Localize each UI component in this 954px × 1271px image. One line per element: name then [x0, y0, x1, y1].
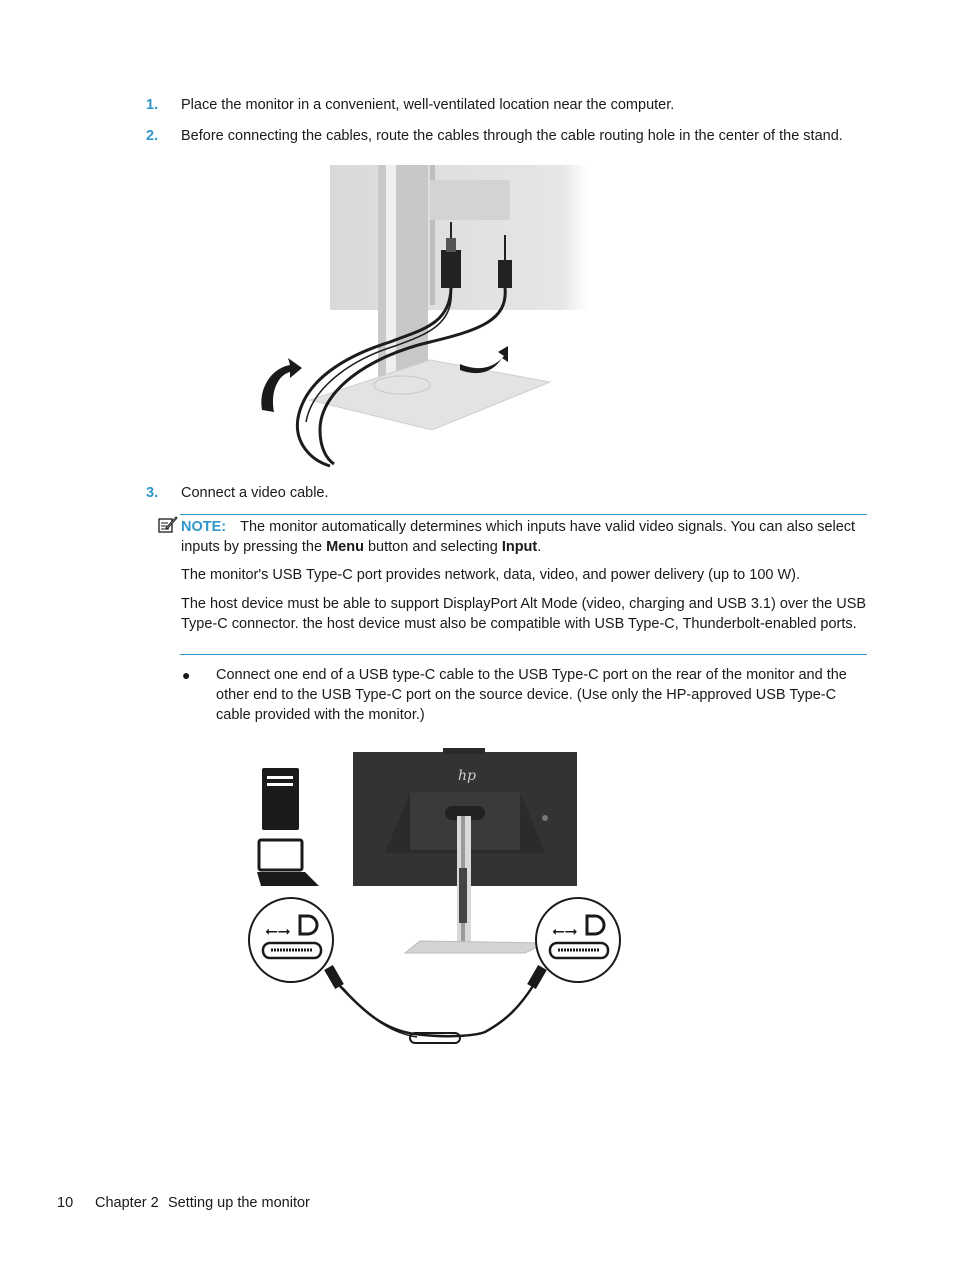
step-text: Before connecting the cables, route the cables through the cable routing hole in the center of the stand. — [181, 128, 843, 144]
svg-text:hp: hp — [458, 768, 476, 784]
footer-title: Setting up the monitor — [168, 1195, 310, 1211]
input-term: Input — [501, 539, 538, 555]
svg-text:⭠⭢: ⭠⭢ — [552, 921, 578, 940]
svg-text:⭠⭢: ⭠⭢ — [265, 921, 291, 940]
laptop-icon — [257, 840, 319, 886]
note-icon — [158, 516, 178, 534]
note-paragraph-usb-c: The monitor's USB Type-C port provides network, data, video, and power delivery (up to 100 W). — [181, 567, 801, 583]
note-top-rule — [180, 514, 867, 515]
step-text: Connect a video cable. — [181, 485, 329, 501]
note-paragraph-host-device: The host device must be able to support DisplayPort Alt Mode (video, charging and USB 3.1) over the USB Type-C connector. the host device must also be compatible with USB Type-C, Thunderbolt-enabled ports. — [181, 596, 867, 632]
note-bottom-rule — [180, 654, 867, 655]
step-number: 2. — [146, 128, 159, 144]
note-text-part: . — [537, 539, 542, 555]
figure-usb-c-connection — [245, 748, 630, 1048]
footer-chapter: Chapter 2 — [95, 1195, 159, 1211]
step-number: 1. — [146, 97, 159, 113]
desktop-computer-icon — [262, 768, 299, 830]
bullet-marker: ● — [182, 667, 191, 683]
usb-c-port-callout-right — [536, 898, 620, 982]
menu-term: Menu — [326, 539, 364, 555]
bullet-text: Connect one end of a USB type-C cable to the USB Type-C port on the rear of the monitor and the other end to the USB Type-C port on the source device. (Use only the HP-approved USB Type-C cable provided with the monitor.) — [216, 667, 847, 723]
note-text — [181, 517, 867, 557]
note-label: NOTE: — [181, 519, 227, 535]
note-text-part: The monitor automatically determines which inputs have valid video signals. You can also select inputs by pressing the — [181, 519, 856, 555]
page-number: 10 — [57, 1195, 74, 1211]
usb-c-port-callout-left — [249, 898, 333, 982]
note-text-part: button and selecting — [363, 539, 502, 555]
figure-cable-routing — [250, 160, 600, 472]
step-text: Place the monitor in a convenient, well-ventilated location near the computer. — [181, 97, 675, 113]
step-number: 3. — [146, 485, 159, 501]
